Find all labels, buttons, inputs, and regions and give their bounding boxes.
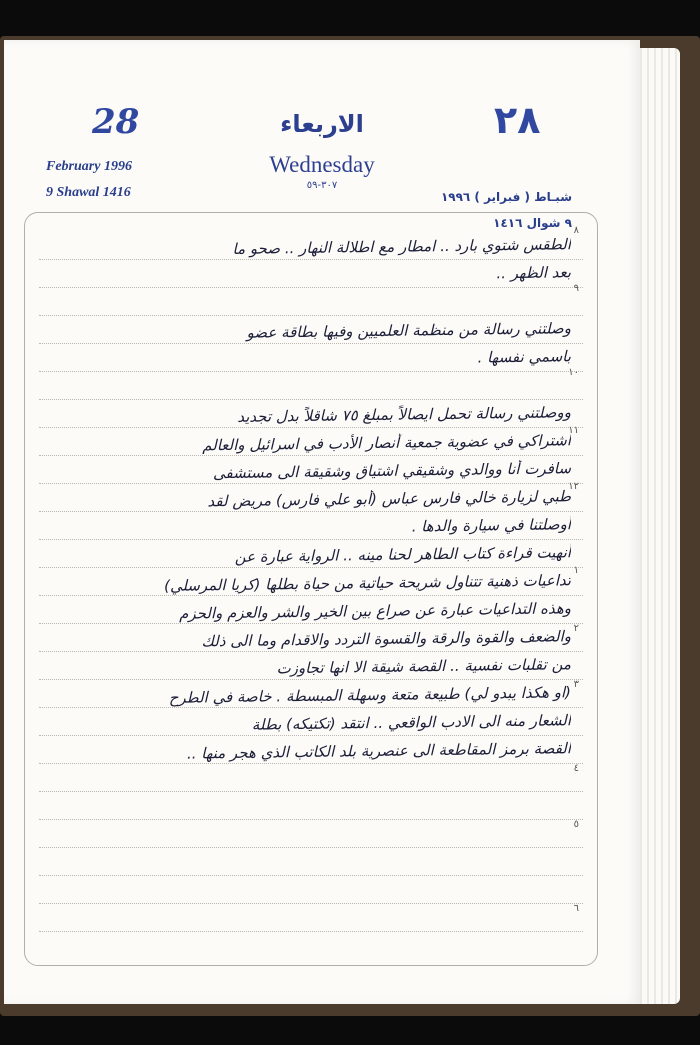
entry-line: بعد الظهر .. (496, 263, 572, 283)
hour-4: ٤ (573, 763, 579, 774)
hour-8: ٨ (573, 225, 579, 236)
hour-12: ١٢ (568, 481, 579, 492)
ruled-line (39, 819, 583, 820)
entry-line: (او هكذا يبدو لي) طبيعة متعة وسهلة المبسطة . خاصة في الطرح (168, 683, 572, 707)
entry-line: وصلتني رسالة من منظمة العلميين وفيها بطاقة عضو (246, 319, 572, 342)
entry-line: من تقلبات نفسية .. القصة شيقة الا انها تجاوزت (276, 655, 572, 678)
ruled-line (39, 903, 583, 904)
ruled-line (39, 875, 583, 876)
gregorian-date: February 1996 (46, 159, 132, 174)
ruled-line (39, 315, 583, 316)
diary-page (4, 40, 640, 1004)
hour-9: ٩ (573, 283, 579, 294)
ruled-line (39, 791, 583, 792)
entry-line: ووصلتني رسالة تحمل ايصالاً بمبلغ ٧٥ شاقلاً بدل تجديد (237, 403, 572, 426)
day-number-arabic: ٢٨ (494, 98, 541, 142)
weekday-arabic: الاربعاء (280, 110, 364, 138)
hour-2: ٢ (573, 623, 579, 634)
day-number: 28 (92, 102, 140, 142)
hour-10: ١٠ (568, 367, 579, 378)
entry-line: اشتراكي في عضوية جمعية أنصار الأدب في اسرائيل والعالم (202, 431, 572, 455)
entry-line: القصة برمز المقاطعة الى عنصرية بلد الكاتب الذي هجر منها .. (186, 739, 572, 763)
hijri-date: 9 Shawal 1416 (46, 185, 131, 200)
ruled-line (39, 847, 583, 848)
hour-5: ٥ (573, 819, 579, 830)
entry-line: وهذه التداعيات عبارة عن صراع بين الخير والشر والعزم والحزم (178, 599, 572, 623)
gregorian-date-arabic: شبـاط ( فبراير ) ١٩٩٦ (440, 190, 572, 204)
hour-3: ٣ (573, 679, 579, 690)
entry-line: أنهيت قراءة كتاب الطاهر لحنا مينه .. الرواية عبارة عن (234, 543, 572, 566)
hour-6: ٦ (573, 903, 579, 914)
notes-box (24, 212, 598, 966)
entry-line: الشعار منه الى الادب الواقعي .. انتقد (تكتيكه) بطلة (251, 711, 572, 734)
entry-line: تداعيات ذهنية تتناول شريحة حياتية من حياة بطلها (كريا المرسلي) (163, 571, 572, 595)
weekday-english: Wednesday (269, 152, 375, 177)
entry-line: طبي لزيارة خالي فارس عباس (أبو علي فارس) مريض لقد (207, 487, 572, 511)
entry-line: باسمي نفسها . (477, 347, 572, 367)
hijri-date-arabic: ٩ شوال ١٤١٦ (493, 216, 572, 230)
ruled-line (39, 399, 583, 400)
entry-line: سافرت أنا ووالدي وشقيقي اشتياق وشقيقة الى مستشفى (212, 459, 572, 483)
days-counter: ٣٠٧-٥٩ (306, 180, 338, 191)
hour-1: ١ (573, 565, 579, 576)
entry-line: والضعف والقوة والرقة والقسوة التردد والاقدام وما الى ذلك (201, 627, 572, 651)
entry-line: أوصلتنا في سيارة والدها . (411, 515, 572, 536)
ruled-line (39, 931, 583, 932)
entry-line: الطقس شتوي بارد .. امطار مع اطلالة النهار .. صحو ما (232, 235, 572, 258)
hour-11: ١١ (568, 425, 579, 436)
